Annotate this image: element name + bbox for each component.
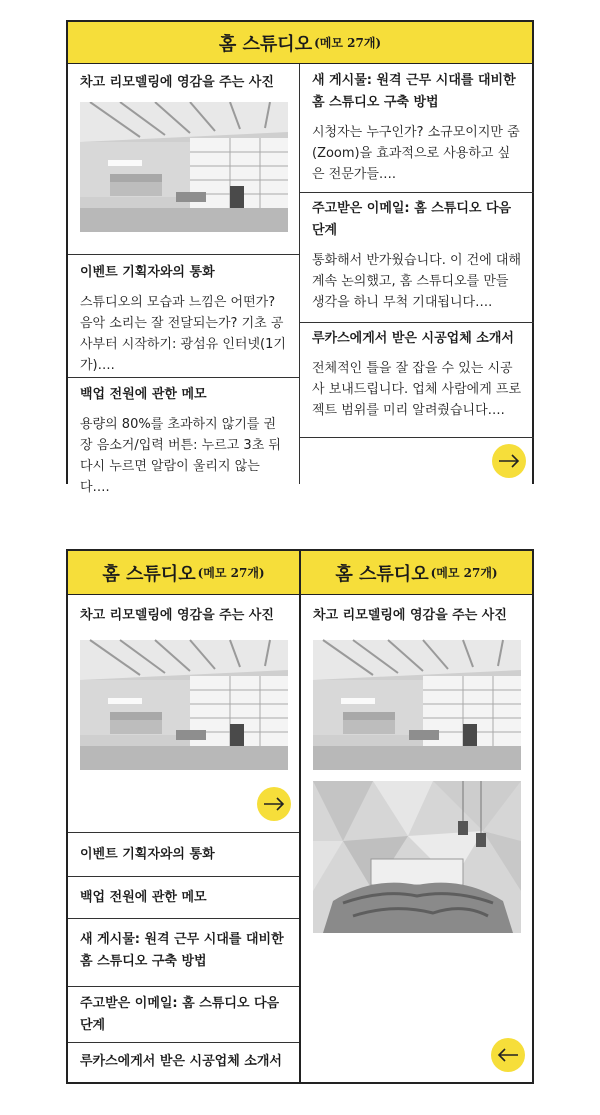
note-card-garage-photos[interactable] — [68, 72, 299, 232]
note-preview: 스튜디오의 모습과 느낌은 어떤가? 음악 소리는 잘 전달되는가? 기초 공사부터 시작하기: 광섬유 인터넷(1기가)…. — [80, 295, 286, 373]
open-note-button[interactable] — [257, 787, 291, 821]
note-preview: 시청자는 누구인가? 소규모이지만 줌(Zoom)을 효과적으로 사용하고 싶은 전문가들…. — [312, 125, 520, 182]
note-title: 루카스에게서 받은 시공업체 소개서 — [80, 1054, 282, 1069]
app-header — [301, 551, 532, 595]
note-preview: 용량의 80%를 초과하지 않기를 권장 음소거/입력 버튼: 누르고 3초 뒤 다시 누르면 알람이 울리지 않는다…. — [80, 417, 281, 495]
note-card-new-post[interactable] — [300, 70, 534, 185]
note-title: 차고 리모델링에 영감을 주는 사진 — [80, 75, 274, 90]
note-title: 루카스에게서 받은 시공업체 소개서 — [312, 331, 514, 346]
note-title: 주고받은 이메일: 홈 스튜디오 다음 단계 — [80, 996, 280, 1033]
divider — [300, 192, 534, 193]
garage-photo — [80, 102, 288, 232]
garage-photo — [80, 639, 288, 771]
note-title: 새 게시물: 원격 근무 시대를 대비한 홈 스튜디오 구축 방법 — [80, 932, 284, 969]
app-title: 홈 스튜디오 — [102, 563, 196, 585]
note-title: 차고 리모델링에 영감을 주는 사진 — [80, 608, 274, 623]
note-detail-garage-photos — [301, 605, 532, 933]
note-card-garage-photos[interactable] — [68, 605, 299, 771]
note-count: (메모 27개) — [314, 36, 382, 50]
list-item-backup-power[interactable] — [68, 876, 299, 918]
arrow-right-icon — [498, 454, 520, 468]
note-title: 이벤트 기획자와의 통화 — [80, 265, 215, 280]
list-item-contractor[interactable] — [68, 1042, 299, 1084]
back-button[interactable] — [491, 1038, 525, 1072]
divider — [68, 254, 299, 255]
note-count: (메모 27개) — [197, 566, 265, 580]
note-card-contractor[interactable] — [300, 328, 534, 421]
arrow-left-icon — [497, 1048, 519, 1062]
note-preview: 전체적인 틀을 잘 잡을 수 있는 시공사 보내드립니다. 업체 사람에게 프로젝트 범위를 미리 알려줬습니다…. — [312, 361, 522, 418]
divider — [300, 322, 534, 323]
note-preview: 통화해서 반가웠습니다. 이 건에 대해 계속 논의했고, 홈 스튜디오를 만들 생각을 하니 무척 기대됩니다…. — [312, 253, 522, 310]
app-header — [68, 22, 532, 64]
phone-list-view — [66, 549, 301, 1084]
list-item-email-thread[interactable] — [68, 986, 299, 1042]
app-header — [68, 551, 299, 595]
arrow-right-icon — [263, 797, 285, 811]
bedroom-photo[interactable] — [313, 781, 521, 933]
divider — [68, 377, 299, 378]
note-title: 이벤트 기획자와의 통화 — [80, 847, 215, 862]
list-item-new-post[interactable] — [68, 918, 299, 986]
divider — [300, 437, 534, 438]
note-card-email-thread[interactable] — [300, 198, 534, 313]
note-count: (메모 27개) — [430, 566, 498, 580]
note-title: 차고 리모델링에 영감을 주는 사진 — [313, 608, 507, 623]
note-card-event-call[interactable] — [68, 262, 299, 376]
app-title: 홈 스튜디오 — [335, 563, 429, 585]
app-title: 홈 스튜디오 — [218, 33, 313, 55]
note-title: 백업 전원에 관한 메모 — [80, 890, 207, 905]
note-title: 주고받은 이메일: 홈 스튜디오 다음 단계 — [312, 201, 512, 238]
note-title: 새 게시물: 원격 근무 시대를 대비한 홈 스튜디오 구축 방법 — [312, 73, 516, 110]
note-card-backup-power[interactable] — [68, 384, 299, 498]
list-item-event-call[interactable] — [68, 832, 299, 876]
note-title: 백업 전원에 관한 메모 — [80, 387, 207, 402]
garage-photo[interactable] — [313, 639, 521, 771]
next-page-button[interactable] — [492, 444, 526, 478]
phone-detail-view — [299, 549, 534, 1084]
tablet-note-grid — [66, 20, 534, 495]
